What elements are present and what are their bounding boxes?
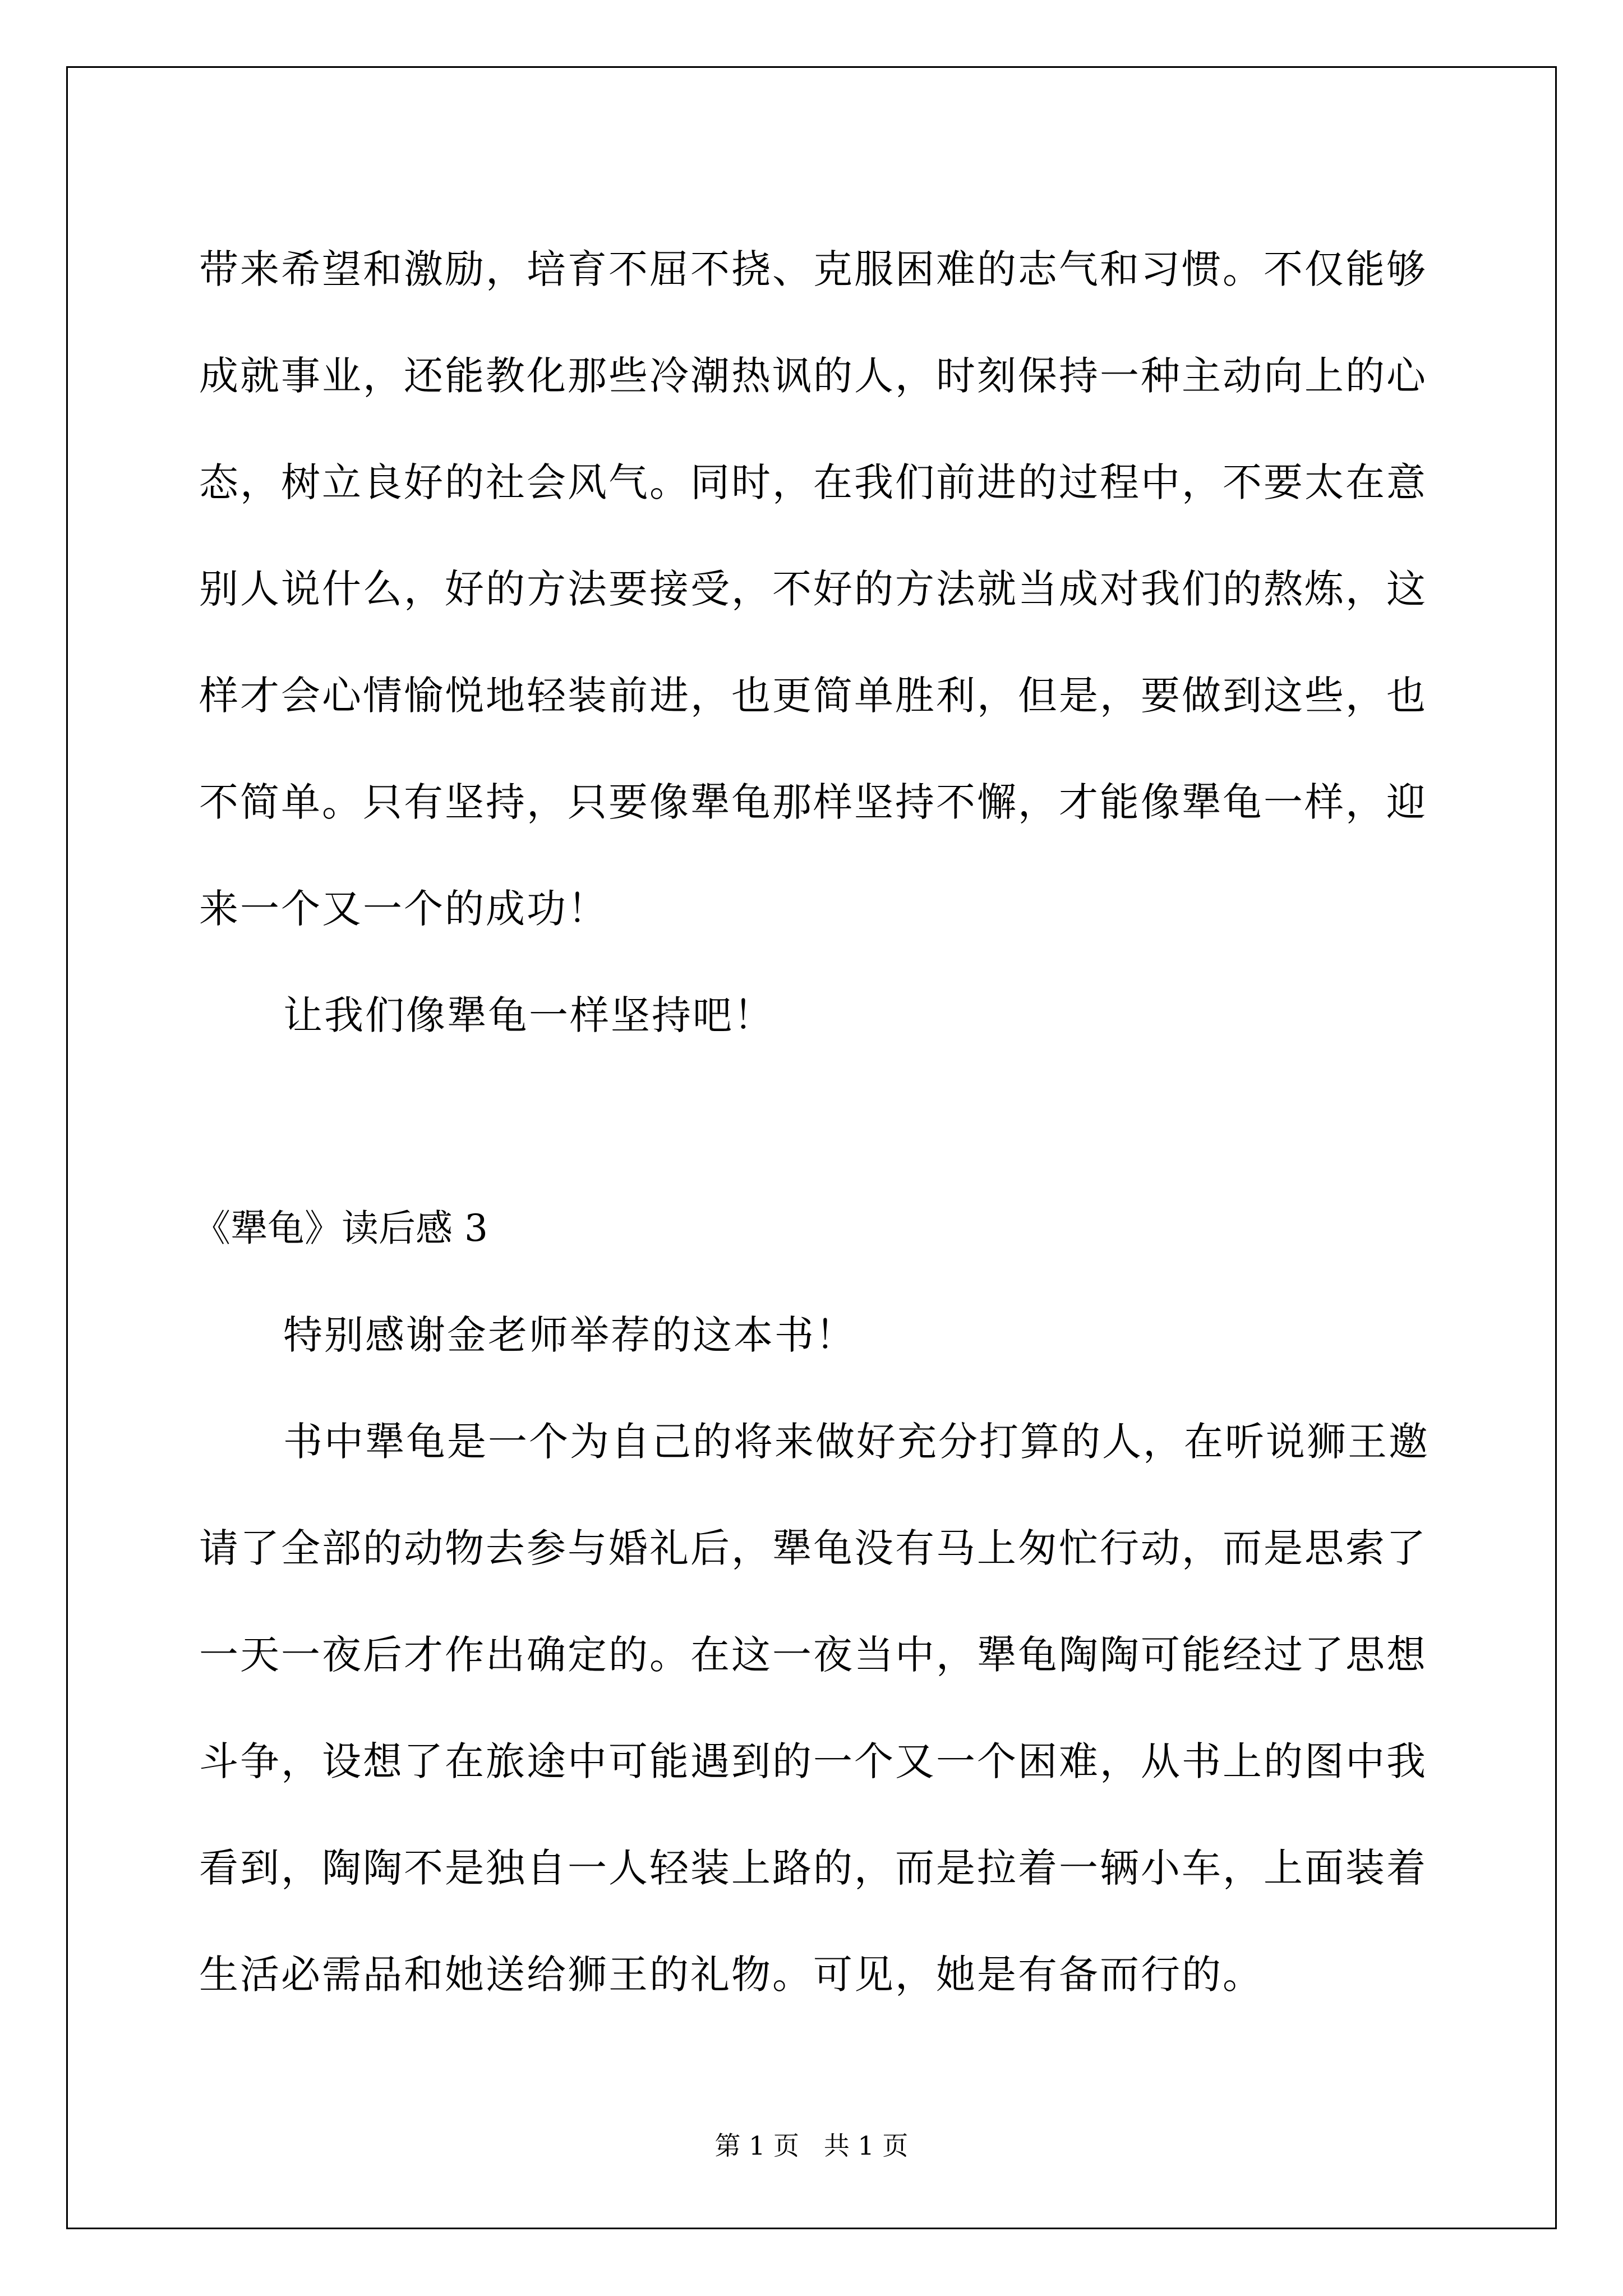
paragraph-line: 来一个又一个的成功！ bbox=[199, 886, 608, 932]
paragraph-line: 成就事业，还能教化那些冷潮热讽的人，时刻保持一种主动向上的心 bbox=[199, 353, 1427, 399]
paragraph-line: 请了全部的动物去参与婚礼后，犟龟没有马上匆忙行动，而是思索了 bbox=[199, 1525, 1427, 1571]
paragraph-closing: 让我们像犟龟一样坚持吧！ bbox=[283, 992, 774, 1038]
paragraph-line: 别人说什么，好的方法要接受，不好的方法就当成对我们的熬炼，这 bbox=[199, 566, 1427, 612]
paragraph-line: 看到，陶陶不是独自一人轻装上路的，而是拉着一辆小车，上面装着 bbox=[199, 1845, 1427, 1891]
paragraph-line: 生活必需品和她送给狮王的礼物。可见，她是有备而行的。 bbox=[199, 1952, 1264, 1998]
section-gap bbox=[199, 1069, 1427, 1175]
paragraph-line: 态，树立良好的社会风气。同时，在我们前进的过程中，不要太在意 bbox=[199, 459, 1427, 505]
paragraph-line: 不简单。只有坚持，只要像犟龟那样坚持不懈，才能像犟龟一样，迎 bbox=[199, 779, 1427, 825]
paragraph-line: 一天一夜后才作出确定的。在这一夜当中，犟龟陶陶可能经过了思想 bbox=[199, 1632, 1427, 1678]
section-heading: 《犟龟》读后感 3 bbox=[193, 1207, 488, 1250]
paragraph-intro: 特别感谢金老师举荐的这本书！ bbox=[283, 1312, 856, 1358]
paragraph-line: 书中犟龟是一个为自己的将来做好充分打算的人，在听说狮王邀 bbox=[283, 1419, 1430, 1465]
paragraph-line: 斗争，设想了在旅途中可能遇到的一个又一个困难，从书上的图中我 bbox=[199, 1738, 1427, 1784]
paragraph-line: 样才会心情愉悦地轻装前进，也更简单胜利，但是，要做到这些，也 bbox=[199, 673, 1427, 719]
page-footer: 第 1 页 共 1 页 bbox=[714, 2131, 909, 2161]
document-body bbox=[193, 216, 1430, 2028]
paragraph-line: 带来希望和激励，培育不屈不挠、克服困难的志气和习惯。不仅能够 bbox=[199, 246, 1427, 292]
